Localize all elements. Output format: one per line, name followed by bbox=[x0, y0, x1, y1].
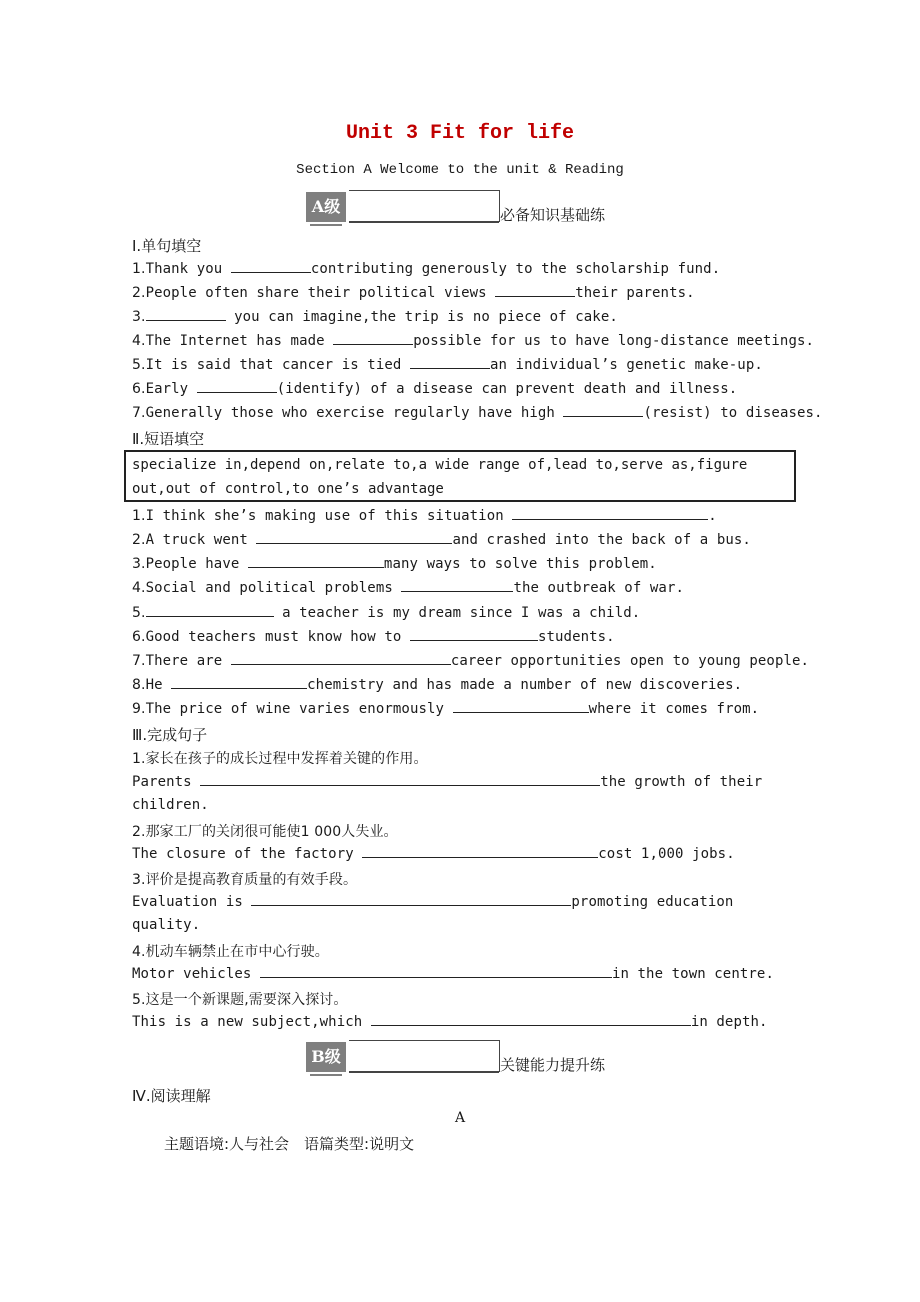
item-text-after: a teacher is my dream since I was a child. bbox=[273, 605, 641, 621]
item-text-before: The closure of the factory bbox=[132, 846, 363, 862]
item-text-before: Social and political problems bbox=[145, 580, 402, 596]
item-text-before: This is a new subject,which bbox=[132, 1014, 371, 1030]
item-number: 5. bbox=[132, 605, 146, 621]
answer-blank[interactable] bbox=[248, 555, 384, 568]
item-text-after: you can imagine,the trip is no piece of cake. bbox=[225, 309, 618, 325]
item-text-before: I think she’s making use of this situation bbox=[145, 508, 513, 524]
answer-blank[interactable] bbox=[251, 893, 571, 906]
part2-item bbox=[132, 628, 615, 645]
answer-blank[interactable] bbox=[200, 773, 600, 786]
part2-item bbox=[132, 604, 640, 621]
chinese-sentence: 家长在孩子的成长过程中发挥着关键的作用。 bbox=[145, 751, 428, 767]
chinese-sentence: 这是一个新课题,需要深入探讨。 bbox=[145, 992, 348, 1008]
item-text-after: cost 1,000 jobs. bbox=[598, 846, 735, 862]
answer-blank[interactable] bbox=[333, 332, 413, 345]
item-number: 7. bbox=[132, 653, 146, 669]
part3-item-cn bbox=[132, 989, 348, 1009]
answer-blank[interactable] bbox=[371, 1013, 691, 1026]
answer-blank[interactable] bbox=[410, 356, 490, 369]
level-b-badge: B级 bbox=[306, 1042, 346, 1072]
part1-item bbox=[132, 308, 618, 325]
item-text-after: contributing generously to the scholarship fund. bbox=[310, 261, 721, 277]
part1-item bbox=[132, 332, 814, 349]
item-number: 1. bbox=[132, 751, 146, 767]
item-number: 5. bbox=[132, 992, 146, 1008]
item-text-after: in depth. bbox=[690, 1014, 768, 1030]
item-text-before: There are bbox=[145, 653, 231, 669]
item-number: 3. bbox=[132, 872, 146, 888]
answer-blank[interactable] bbox=[453, 700, 589, 713]
item-number: 3. bbox=[132, 556, 146, 572]
item-text-after: in the town centre. bbox=[611, 966, 774, 982]
level-b-banner bbox=[306, 1040, 626, 1076]
item-number: 9. bbox=[132, 701, 146, 717]
part2-item bbox=[132, 507, 717, 524]
part1-item bbox=[132, 356, 763, 373]
section-subtitle: Section A Welcome to the unit & Reading bbox=[296, 162, 624, 178]
chinese-sentence: 机动车辆禁止在市中心行驶。 bbox=[145, 944, 329, 960]
level-b-label: 关键能力提升练 bbox=[500, 1056, 606, 1074]
item-text-after: possible for us to have long-distance meetings. bbox=[413, 333, 815, 349]
item-text-after: (identify) of a disease can prevent death and illness. bbox=[276, 381, 738, 397]
part2-item bbox=[132, 652, 809, 669]
item-text-after: the growth of their bbox=[600, 774, 763, 790]
part1-item bbox=[132, 404, 823, 421]
item-number: 7. bbox=[132, 405, 146, 421]
item-number: 4. bbox=[132, 580, 146, 596]
item-number: 8. bbox=[132, 677, 146, 693]
item-text-before: People often share their political views bbox=[145, 285, 496, 301]
item-text-before: Good teachers must know how to bbox=[145, 629, 410, 645]
answer-blank[interactable] bbox=[260, 965, 612, 978]
item-number: 6. bbox=[132, 381, 146, 397]
item-text-after: where it comes from. bbox=[588, 701, 760, 717]
answer-blank[interactable] bbox=[401, 579, 513, 592]
phrase-bank-box: specialize in,depend on,relate to,a wide range of,lead to,serve as,figure out,out of control,to one’s advantage bbox=[124, 450, 796, 502]
item-text-before: It is said that cancer is tied bbox=[145, 357, 410, 373]
part3-item-en bbox=[132, 893, 733, 910]
answer-blank[interactable] bbox=[231, 260, 311, 273]
item-text-after: promoting education bbox=[571, 894, 734, 910]
answer-blank[interactable] bbox=[563, 404, 643, 417]
item-text-before: People have bbox=[145, 556, 248, 572]
part3-item-cn bbox=[132, 748, 428, 768]
part3-item-en bbox=[132, 1013, 768, 1030]
chinese-sentence: 那家工厂的关闭很可能使1 000人失业。 bbox=[145, 824, 398, 840]
level-a-label: 必备知识基础练 bbox=[500, 206, 606, 224]
answer-blank[interactable] bbox=[231, 652, 451, 665]
answer-blank[interactable] bbox=[171, 676, 307, 689]
passage-label: A bbox=[454, 1110, 466, 1126]
item-number: 5. bbox=[132, 357, 146, 373]
part3-item-cn bbox=[132, 869, 357, 889]
part1-heading: Ⅰ.单句填空 bbox=[132, 237, 202, 255]
level-a-banner bbox=[306, 190, 626, 226]
item-text-before: Early bbox=[145, 381, 197, 397]
part2-item bbox=[132, 579, 684, 596]
item-number: 2. bbox=[132, 285, 146, 301]
item-text-after: students. bbox=[537, 629, 615, 645]
answer-blank[interactable] bbox=[410, 628, 538, 641]
item-text-before: A truck went bbox=[145, 532, 257, 548]
item-number: 1. bbox=[132, 508, 146, 524]
item-text-after: many ways to solve this problem. bbox=[383, 556, 657, 572]
item-text-before: Motor vehicles bbox=[132, 966, 260, 982]
item-text-before: The Internet has made bbox=[145, 333, 334, 349]
part2-item bbox=[132, 555, 657, 572]
level-a-box bbox=[349, 190, 500, 222]
item-text-after: (resist) to diseases. bbox=[643, 405, 823, 421]
part3-item-cn bbox=[132, 821, 398, 841]
part3-heading: Ⅲ.完成句子 bbox=[132, 726, 208, 744]
item-text-after: the outbreak of war. bbox=[513, 580, 685, 596]
part3-item-en bbox=[132, 773, 762, 790]
level-a-badge: A级 bbox=[306, 192, 346, 222]
item-number: 6. bbox=[132, 629, 146, 645]
answer-blank[interactable] bbox=[146, 308, 226, 321]
item-text-before: He bbox=[145, 677, 172, 693]
part1-item bbox=[132, 284, 695, 301]
item-number: 4. bbox=[132, 944, 146, 960]
level-b-box bbox=[349, 1040, 500, 1072]
part1-item bbox=[132, 260, 720, 277]
item-text-after: chemistry and has made a number of new discoveries. bbox=[307, 677, 743, 693]
part3-item-cn bbox=[132, 941, 329, 961]
item-text-before: Thank you bbox=[145, 261, 231, 277]
part3-item-en bbox=[132, 845, 735, 862]
part3-item-en bbox=[132, 965, 774, 982]
page-title: Unit 3 Fit for life bbox=[345, 122, 575, 145]
part2-item bbox=[132, 676, 742, 693]
part3-item-cont: quality. bbox=[132, 917, 201, 933]
answer-blank[interactable] bbox=[512, 507, 708, 520]
item-text-after: their parents. bbox=[575, 285, 695, 301]
answer-blank[interactable] bbox=[256, 531, 452, 544]
chinese-sentence: 评价是提高教育质量的有效手段。 bbox=[145, 872, 358, 888]
answer-blank[interactable] bbox=[362, 845, 598, 858]
passage-theme: 主题语境:人与社会 语篇类型:说明文 bbox=[164, 1135, 415, 1153]
item-text-after: . bbox=[708, 508, 717, 524]
part2-item bbox=[132, 531, 751, 548]
item-text-before: Evaluation is bbox=[132, 894, 252, 910]
item-text-after: career opportunities open to young people. bbox=[450, 653, 810, 669]
part4-heading: Ⅳ.阅读理解 bbox=[132, 1087, 211, 1105]
item-text-before: The price of wine varies enormously bbox=[145, 701, 453, 717]
item-text-before: Parents bbox=[132, 774, 201, 790]
item-number: 2. bbox=[132, 532, 146, 548]
item-text-after: and crashed into the back of a bus. bbox=[452, 532, 751, 548]
part2-heading: Ⅱ.短语填空 bbox=[132, 430, 205, 448]
item-text-before: Generally those who exercise regularly have high bbox=[145, 405, 564, 421]
item-number: 3. bbox=[132, 309, 146, 325]
item-number: 4. bbox=[132, 333, 146, 349]
item-number: 2. bbox=[132, 824, 146, 840]
part2-item bbox=[132, 700, 759, 717]
item-number: 1. bbox=[132, 261, 146, 277]
answer-blank[interactable] bbox=[495, 284, 575, 297]
part1-item bbox=[132, 380, 737, 397]
item-text-after: an individual’s genetic make-up. bbox=[489, 357, 763, 373]
answer-blank[interactable] bbox=[197, 380, 277, 393]
part3-item-cont: children. bbox=[132, 797, 209, 813]
answer-blank[interactable] bbox=[146, 604, 274, 617]
